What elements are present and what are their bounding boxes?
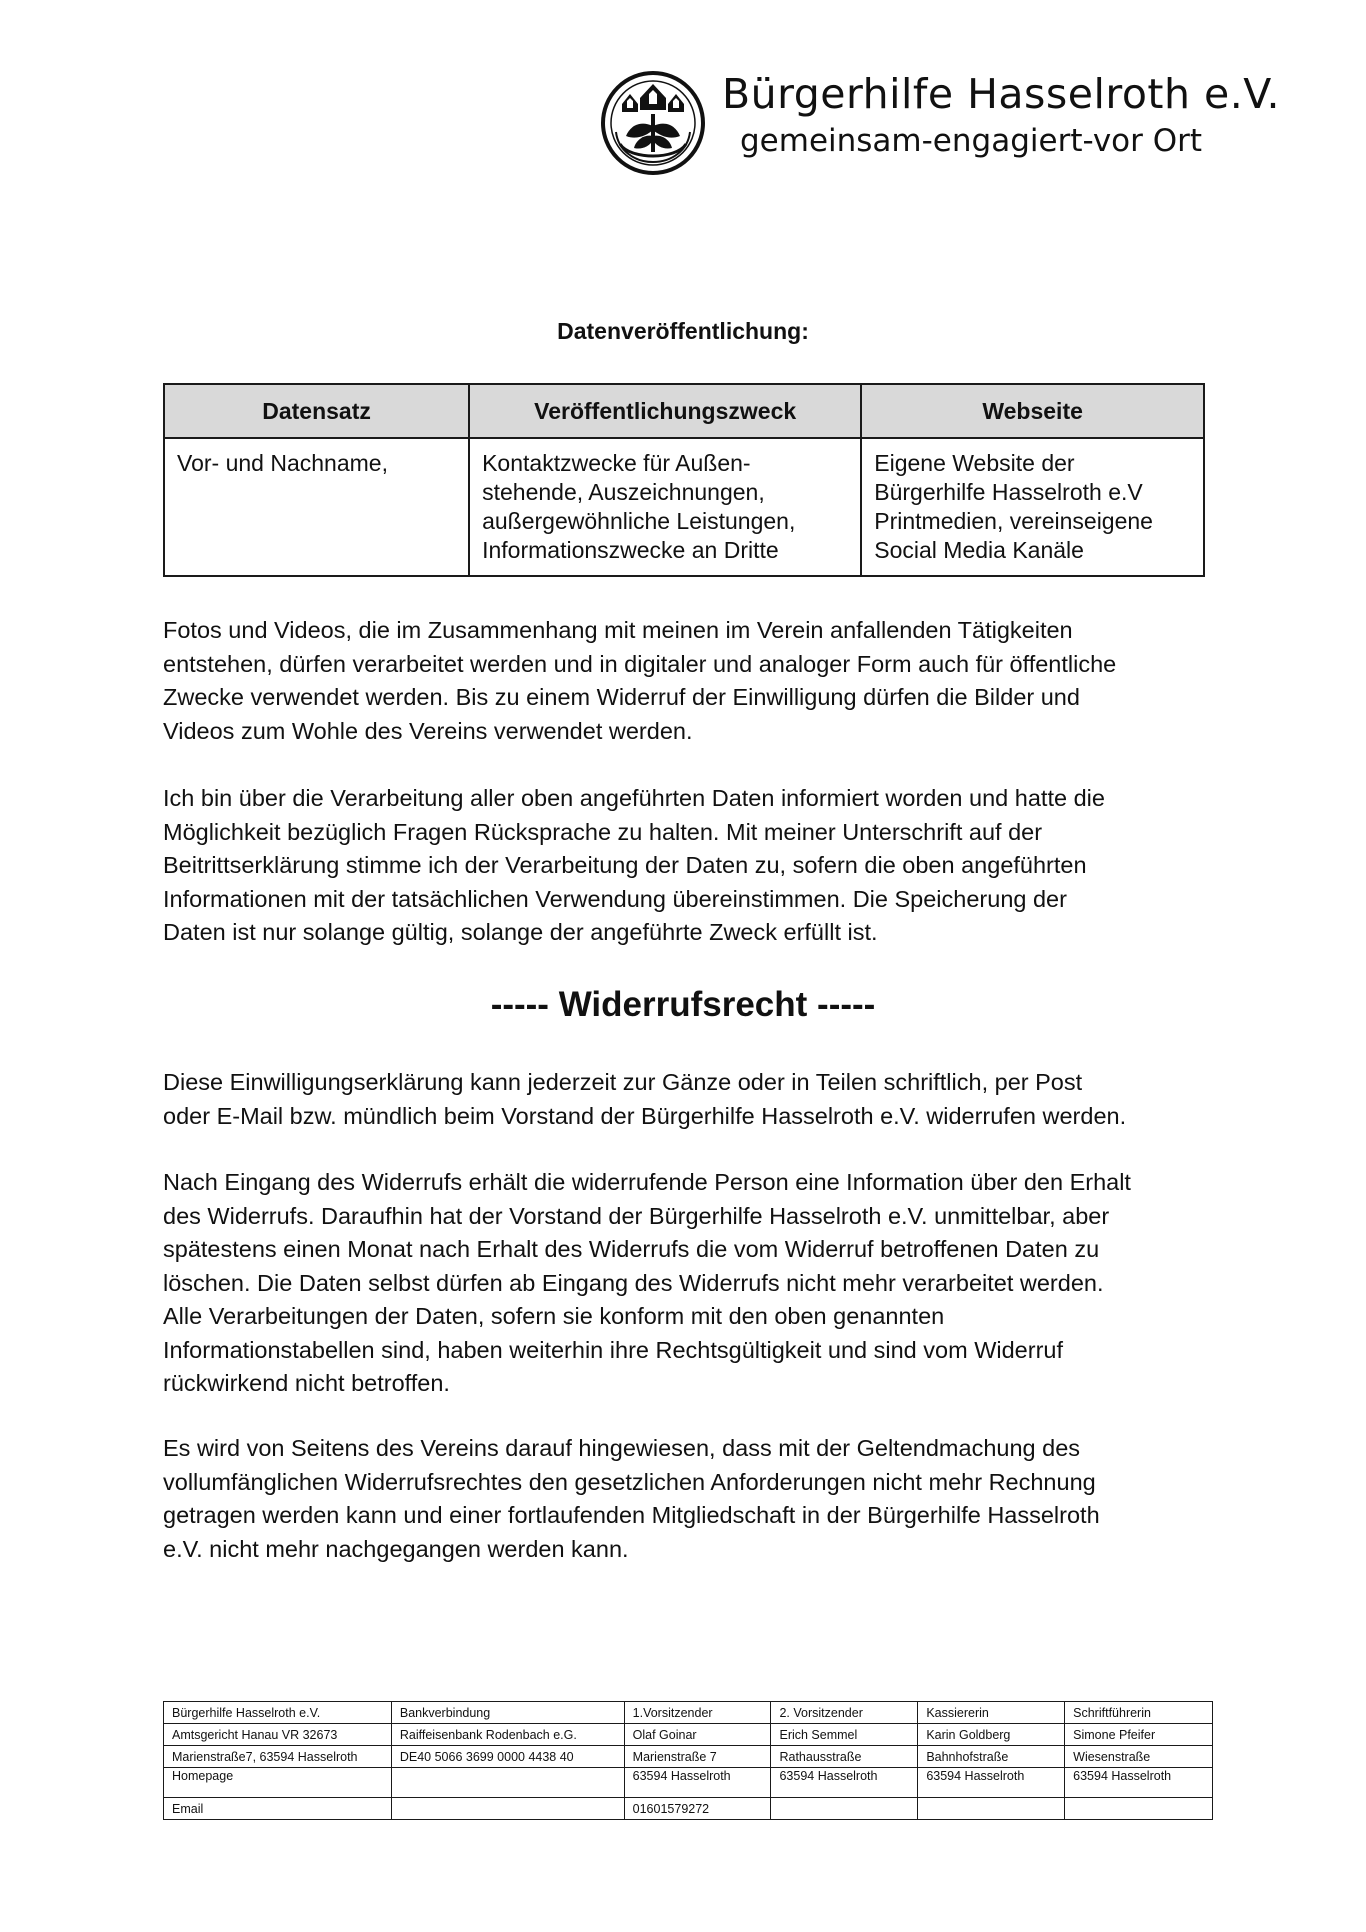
footer-row [164, 1768, 1213, 1798]
paragraph-line: e.V. nicht mehr nachgegangen werden kann. [163, 1535, 629, 1562]
footer-row [164, 1702, 1213, 1724]
cell-line: Kontaktzwecke für Außen- [482, 450, 751, 476]
association-logo-icon [600, 70, 706, 176]
paragraph-line: spätestens einen Monat nach Erhalt des Widerrufs die vom Widerruf betroffenen Daten zu [163, 1236, 1100, 1262]
data-publication-table [163, 383, 1205, 577]
footer-cell: 1.Vorsitzender [624, 1702, 771, 1724]
cell-website [861, 438, 1204, 576]
paragraph-line: löschen. Die Daten selbst dürfen ab Eingang des Widerrufs nicht mehr verarbeitet werden. [163, 1269, 1104, 1296]
footer-cell: Karin Goldberg [918, 1724, 1065, 1746]
footer-cell: 63594 Hasselroth [918, 1768, 1065, 1798]
cell-line: Bürgerhilfe Hasselroth e.V [874, 479, 1143, 505]
paragraph-line: Möglichkeit bezüglich Fragen Rücksprache zu halten. Mit meiner Unterschrift auf der [163, 818, 1043, 845]
table-row [164, 438, 1204, 576]
organization-name: Bürgerhilfe Hasselroth e.V. [722, 70, 1281, 118]
section-title: Datenveröffentlichung: [557, 318, 809, 344]
footer-cell [771, 1798, 918, 1820]
paragraph-line: Diese Einwilligungserklärung kann jederzeit zur Gänze oder in Teilen schriftlich, per Post [163, 1069, 1083, 1095]
footer-cell: Kassiererin [918, 1702, 1065, 1724]
paragraph-line: des Widerrufs. Daraufhin hat der Vorstand der Bürgerhilfe Hasselroth e.V. unmittelbar, aber [163, 1202, 1110, 1229]
cell-line: stehende, Auszeichnungen, [482, 479, 765, 505]
cell-line: Printmedien, vereinseigene [874, 508, 1153, 534]
paragraph-line: Videos zum Wohle des Vereins verwendet werden. [163, 717, 693, 744]
cell-line: außergewöhnliche Leistungen, [482, 508, 796, 534]
column-header-website: Webseite [861, 384, 1204, 438]
footer-row [164, 1746, 1213, 1768]
paragraph-line: Daten ist nur solange gültig, solange der angeführte Zweck erfüllt ist. [163, 919, 878, 945]
paragraph-line: Alle Verarbeitungen der Daten, sofern sie konform mit den oben genannten [163, 1303, 945, 1329]
photos-paragraph [163, 614, 1213, 748]
footer-cell: 63594 Hasselroth [624, 1768, 771, 1798]
revocation-heading: ----- Widerrufsrecht ----- [490, 985, 876, 1024]
footer-cell: 2. Vorsitzender [771, 1702, 918, 1724]
revocation-paragraph-1 [163, 1066, 1213, 1133]
cell-dataset [164, 438, 469, 576]
table-header-row [164, 384, 1204, 438]
paragraph-line: Informationen mit der tatsächlichen Verwendung übereinstimmen. Die Speicherung der [163, 885, 1067, 912]
column-header-purpose: Veröffentlichungszweck [469, 384, 861, 438]
footer-cell: Bahnhofstraße [918, 1746, 1065, 1768]
footer-cell: Raiffeisenbank Rodenbach e.G. [391, 1724, 624, 1746]
paragraph-line: Es wird von Seitens des Vereins darauf hingewiesen, dass mit der Geltendmachung des [163, 1435, 1081, 1461]
footer-cell: Wiesenstraße [1065, 1746, 1213, 1768]
paragraph-line: Informationstabellen sind, haben weiterhin ihre Rechtsgültigkeit und sind vom Widerruf [163, 1336, 1063, 1363]
consent-paragraph [163, 782, 1213, 950]
paragraph-line: Nach Eingang des Widerrufs erhält die widerrufende Person eine Information über den Erhalt [163, 1169, 1131, 1195]
footer-cell: 01601579272 [624, 1798, 771, 1820]
cell-line: Vor- und Nachname, [177, 450, 388, 476]
footer-cell [918, 1798, 1065, 1820]
paragraph-line: oder E-Mail bzw. mündlich beim Vorstand der Bürgerhilfe Hasselroth e.V. widerrufen werden. [163, 1102, 1127, 1129]
footer-cell [391, 1798, 624, 1820]
footer-cell: Olaf Goinar [624, 1724, 771, 1746]
footer-cell: Bürgerhilfe Hasselroth e.V. [164, 1702, 392, 1724]
footer-row [164, 1798, 1213, 1820]
footer-cell: Homepage [164, 1768, 392, 1798]
cell-line: Eigene Website der [874, 450, 1075, 476]
footer-cell [391, 1768, 624, 1798]
cell-line: Informationszwecke an Dritte [482, 537, 779, 563]
footer-cell: Bankverbindung [391, 1702, 624, 1724]
footer-cell: DE40 5066 3699 0000 4438 40 [391, 1746, 624, 1768]
footer-row [164, 1724, 1213, 1746]
footer-cell: Amtsgericht Hanau VR 32673 [164, 1724, 392, 1746]
footer-cell: Email [164, 1798, 392, 1820]
paragraph-line: Fotos und Videos, die im Zusammenhang mit meinen im Verein anfallenden Tätigkeiten [163, 617, 1073, 643]
cell-purpose [469, 438, 861, 576]
letterhead [600, 68, 1281, 178]
footer-cell: Schriftführerin [1065, 1702, 1213, 1724]
revocation-paragraph-3 [163, 1432, 1213, 1566]
footer-cell: Marienstraße7, 63594 Hasselroth [164, 1746, 392, 1768]
paragraph-line: getragen werden kann und einer fortlaufenden Mitgliedschaft in der Bürgerhilfe Hasselroth [163, 1502, 1100, 1528]
footer-contact-table [163, 1701, 1213, 1820]
footer-cell: Rathausstraße [771, 1746, 918, 1768]
column-header-dataset: Datensatz [164, 384, 469, 438]
paragraph-line: Ich bin über die Verarbeitung aller oben angeführten Daten informiert worden und hatte die [163, 785, 1105, 811]
footer-cell [1065, 1798, 1213, 1820]
cell-line: Social Media Kanäle [874, 537, 1084, 563]
paragraph-line: Zwecke verwendet werden. Bis zu einem Widerruf der Einwilligung dürfen die Bilder und [163, 684, 1080, 710]
organization-slogan: gemeinsam-engagiert-vor Ort [740, 123, 1203, 159]
footer-cell: 63594 Hasselroth [1065, 1768, 1213, 1798]
footer-cell: Erich Semmel [771, 1724, 918, 1746]
revocation-paragraph-2 [163, 1166, 1213, 1401]
paragraph-line: entstehen, dürfen verarbeitet werden und in digitaler und analoger Form auch für öffentliche [163, 650, 1117, 677]
paragraph-line: vollumfänglichen Widerrufsrechtes den gesetzlichen Anforderungen nicht mehr Rechnung [163, 1468, 1096, 1495]
footer-cell: Simone Pfeifer [1065, 1724, 1213, 1746]
paragraph-line: rückwirkend nicht betroffen. [163, 1370, 450, 1396]
footer-cell: Marienstraße 7 [624, 1746, 771, 1768]
paragraph-line: Beitrittserklärung stimme ich der Verarbeitung der Daten zu, sofern die oben angeführten [163, 852, 1087, 878]
footer-cell: 63594 Hasselroth [771, 1768, 918, 1798]
